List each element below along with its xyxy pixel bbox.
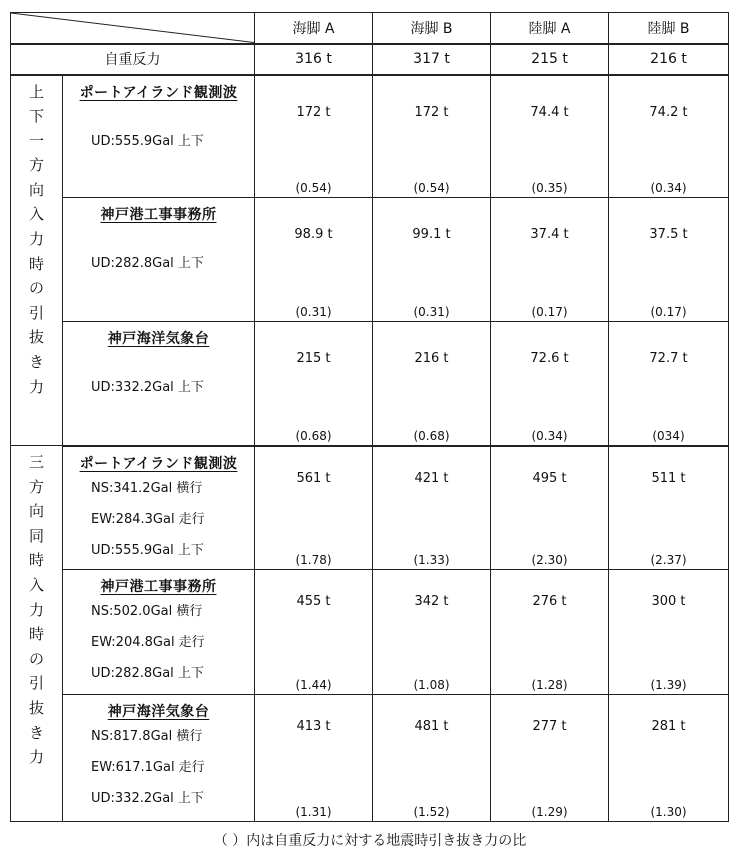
acceleration-line: UD:555.9Gal 上下 xyxy=(91,133,204,149)
force-ratio: (1.39) xyxy=(650,678,687,692)
condition-cell xyxy=(63,695,255,822)
pullout-force: 74.4 t xyxy=(530,104,569,120)
acceleration-line: EW:284.3Gal 走行 xyxy=(91,511,205,527)
section-label-char: 下 xyxy=(28,107,44,126)
pullout-force: 172 t xyxy=(414,104,449,120)
self-weight-value: 216 t xyxy=(609,44,729,75)
force-ratio: (2.37) xyxy=(650,553,687,567)
header-row xyxy=(11,13,729,44)
pullout-force: 216 t xyxy=(414,351,449,366)
section-label-char: 力 xyxy=(28,600,44,619)
pullout-force: 72.6 t xyxy=(530,351,569,366)
value-cell xyxy=(491,322,609,446)
value-cell xyxy=(373,198,491,322)
section-label-char: 同 xyxy=(28,526,44,545)
force-ratio: (0.31) xyxy=(295,305,332,319)
force-ratio: (1.33) xyxy=(413,553,450,567)
section-label-char: 力 xyxy=(28,748,44,767)
self-weight-value: 215 t xyxy=(491,44,609,75)
section-label-char: 方 xyxy=(28,477,44,496)
condition-cell xyxy=(63,570,255,695)
condition-cell xyxy=(63,446,255,570)
value-cell xyxy=(255,570,373,695)
force-ratio: (1.78) xyxy=(295,553,332,567)
value-cell xyxy=(255,322,373,446)
section-label xyxy=(11,75,63,446)
value-cell xyxy=(609,322,729,446)
value-cell xyxy=(491,198,609,322)
force-ratio: (1.28) xyxy=(531,678,568,692)
observation-site: 神戸海洋気象台 xyxy=(107,331,210,347)
section-label-char: 時 xyxy=(28,551,44,570)
pullout-force: 413 t xyxy=(296,719,331,734)
force-ratio: (0.54) xyxy=(413,181,450,195)
pullout-force: 481 t xyxy=(414,719,449,734)
force-ratio: (1.52) xyxy=(413,805,450,819)
pullout-force: 421 t xyxy=(414,470,449,486)
observation-site: ポートアイランド観測波 xyxy=(79,455,238,472)
force-ratio: (0.54) xyxy=(295,181,332,195)
pullout-force: 277 t xyxy=(532,719,567,734)
value-cell xyxy=(609,570,729,695)
value-cell xyxy=(373,75,491,198)
data-row xyxy=(11,322,729,446)
acceleration-line: UD:555.9Gal 上下 xyxy=(91,542,204,558)
data-row xyxy=(11,570,729,695)
force-ratio: (1.08) xyxy=(413,678,450,692)
column-header: 陸脚 B xyxy=(609,13,729,44)
value-cell xyxy=(491,695,609,822)
acceleration-line: UD:332.2Gal 上下 xyxy=(91,380,204,395)
section-label-char: き xyxy=(28,353,44,372)
section-label-char: 抜 xyxy=(28,698,44,717)
value-cell xyxy=(491,75,609,198)
self-weight-row xyxy=(11,44,729,75)
section-label-char: 時 xyxy=(28,254,44,273)
force-ratio: (0.68) xyxy=(413,428,450,443)
section-label-char: 力 xyxy=(28,230,44,249)
column-header: 陸脚 A xyxy=(491,13,609,44)
observation-site: 神戸海洋気象台 xyxy=(107,704,210,720)
section-label-char: の xyxy=(28,279,44,298)
value-cell xyxy=(491,570,609,695)
self-weight-value: 316 t xyxy=(255,44,373,75)
diagonal-line xyxy=(11,13,254,43)
force-ratio: (0.34) xyxy=(531,428,568,443)
section-label-char: 抜 xyxy=(28,328,44,347)
section-label-char: 引 xyxy=(28,674,44,693)
condition-cell xyxy=(63,322,255,446)
corner-cell xyxy=(11,13,255,44)
pullout-force: 300 t xyxy=(651,594,686,609)
acceleration-line: NS:341.2Gal 横行 xyxy=(91,480,203,496)
observation-site: 神戸港工事事務所 xyxy=(100,579,217,595)
acceleration-line: UD:282.8Gal 上下 xyxy=(91,666,204,681)
acceleration-line: UD:282.8Gal 上下 xyxy=(91,256,204,271)
force-ratio: (0.17) xyxy=(650,305,687,319)
force-ratio: (0.17) xyxy=(531,305,568,319)
force-ratio: (0.68) xyxy=(295,428,332,443)
force-ratio: (1.30) xyxy=(650,805,687,819)
value-cell xyxy=(255,198,373,322)
value-cell xyxy=(373,695,491,822)
pullout-force: 98.9 t xyxy=(294,227,333,242)
section-label xyxy=(11,446,63,822)
acceleration-line: NS:502.0Gal 横行 xyxy=(91,604,203,619)
value-cell xyxy=(609,446,729,570)
data-row xyxy=(11,695,729,822)
section-label-char: の xyxy=(28,649,44,668)
pullout-force: 72.7 t xyxy=(649,351,688,366)
value-cell xyxy=(373,570,491,695)
pullout-force: 37.5 t xyxy=(649,227,688,242)
pullout-force: 561 t xyxy=(296,470,331,486)
pullout-force: 37.4 t xyxy=(530,227,569,242)
value-cell xyxy=(255,75,373,198)
observation-site: 神戸港工事事務所 xyxy=(100,207,217,223)
section-label-char: 向 xyxy=(28,502,44,521)
section-label-char: 入 xyxy=(28,575,44,594)
acceleration-line: NS:817.8Gal 横行 xyxy=(91,729,203,744)
pullout-force: 215 t xyxy=(296,351,331,366)
value-cell xyxy=(255,446,373,570)
condition-cell xyxy=(63,198,255,322)
data-row xyxy=(11,446,729,570)
section-label-char: 引 xyxy=(28,303,44,322)
value-cell xyxy=(609,695,729,822)
pullout-force: 342 t xyxy=(414,594,449,609)
pullout-force: 99.1 t xyxy=(412,227,451,242)
pullout-force: 172 t xyxy=(296,104,331,120)
pullout-force: 276 t xyxy=(532,594,567,609)
data-row xyxy=(11,198,729,322)
value-cell xyxy=(609,75,729,198)
table-caption: （ ）内は自重反力に対する地震時引き抜き力の比 xyxy=(213,833,527,849)
observation-site: ポートアイランド観測波 xyxy=(79,84,238,101)
self-weight-label: 自重反力 xyxy=(11,44,255,75)
pullout-force: 495 t xyxy=(532,470,567,486)
pullout-force: 455 t xyxy=(296,594,331,609)
acceleration-line: EW:204.8Gal 走行 xyxy=(91,635,205,650)
section-label-char: 力 xyxy=(28,377,44,396)
section-label-char: き xyxy=(28,723,44,742)
pullout-force: 511 t xyxy=(651,470,686,486)
pullout-force-table xyxy=(10,12,729,822)
force-ratio: (0.35) xyxy=(531,181,568,195)
acceleration-line: EW:617.1Gal 走行 xyxy=(91,760,205,775)
condition-cell xyxy=(63,75,255,198)
value-cell xyxy=(491,446,609,570)
column-header: 海脚 B xyxy=(373,13,491,44)
pullout-force: 74.2 t xyxy=(649,104,688,120)
section-label-char: 入 xyxy=(28,205,44,224)
column-header: 海脚 A xyxy=(255,13,373,44)
force-ratio: (1.29) xyxy=(531,805,568,819)
section-label-char: 向 xyxy=(28,180,44,199)
force-ratio: (1.31) xyxy=(295,805,332,819)
section-label-char: 上 xyxy=(28,82,44,101)
pullout-force: 281 t xyxy=(651,719,686,734)
value-cell xyxy=(373,322,491,446)
value-cell xyxy=(373,446,491,570)
data-row xyxy=(11,75,729,198)
value-cell xyxy=(609,198,729,322)
section-label-char: 三 xyxy=(28,453,44,471)
force-ratio: (0.34) xyxy=(650,181,687,195)
force-ratio: (2.30) xyxy=(531,553,568,567)
self-weight-value: 317 t xyxy=(373,44,491,75)
acceleration-line: UD:332.2Gal 上下 xyxy=(91,791,204,806)
force-ratio: (034) xyxy=(652,428,685,443)
section-label-char: 方 xyxy=(28,156,44,175)
force-ratio: (0.31) xyxy=(413,305,450,319)
force-ratio: (1.44) xyxy=(295,678,332,692)
section-label-char: 一 xyxy=(28,131,44,150)
value-cell xyxy=(255,695,373,822)
section-label-char: 時 xyxy=(28,625,44,644)
